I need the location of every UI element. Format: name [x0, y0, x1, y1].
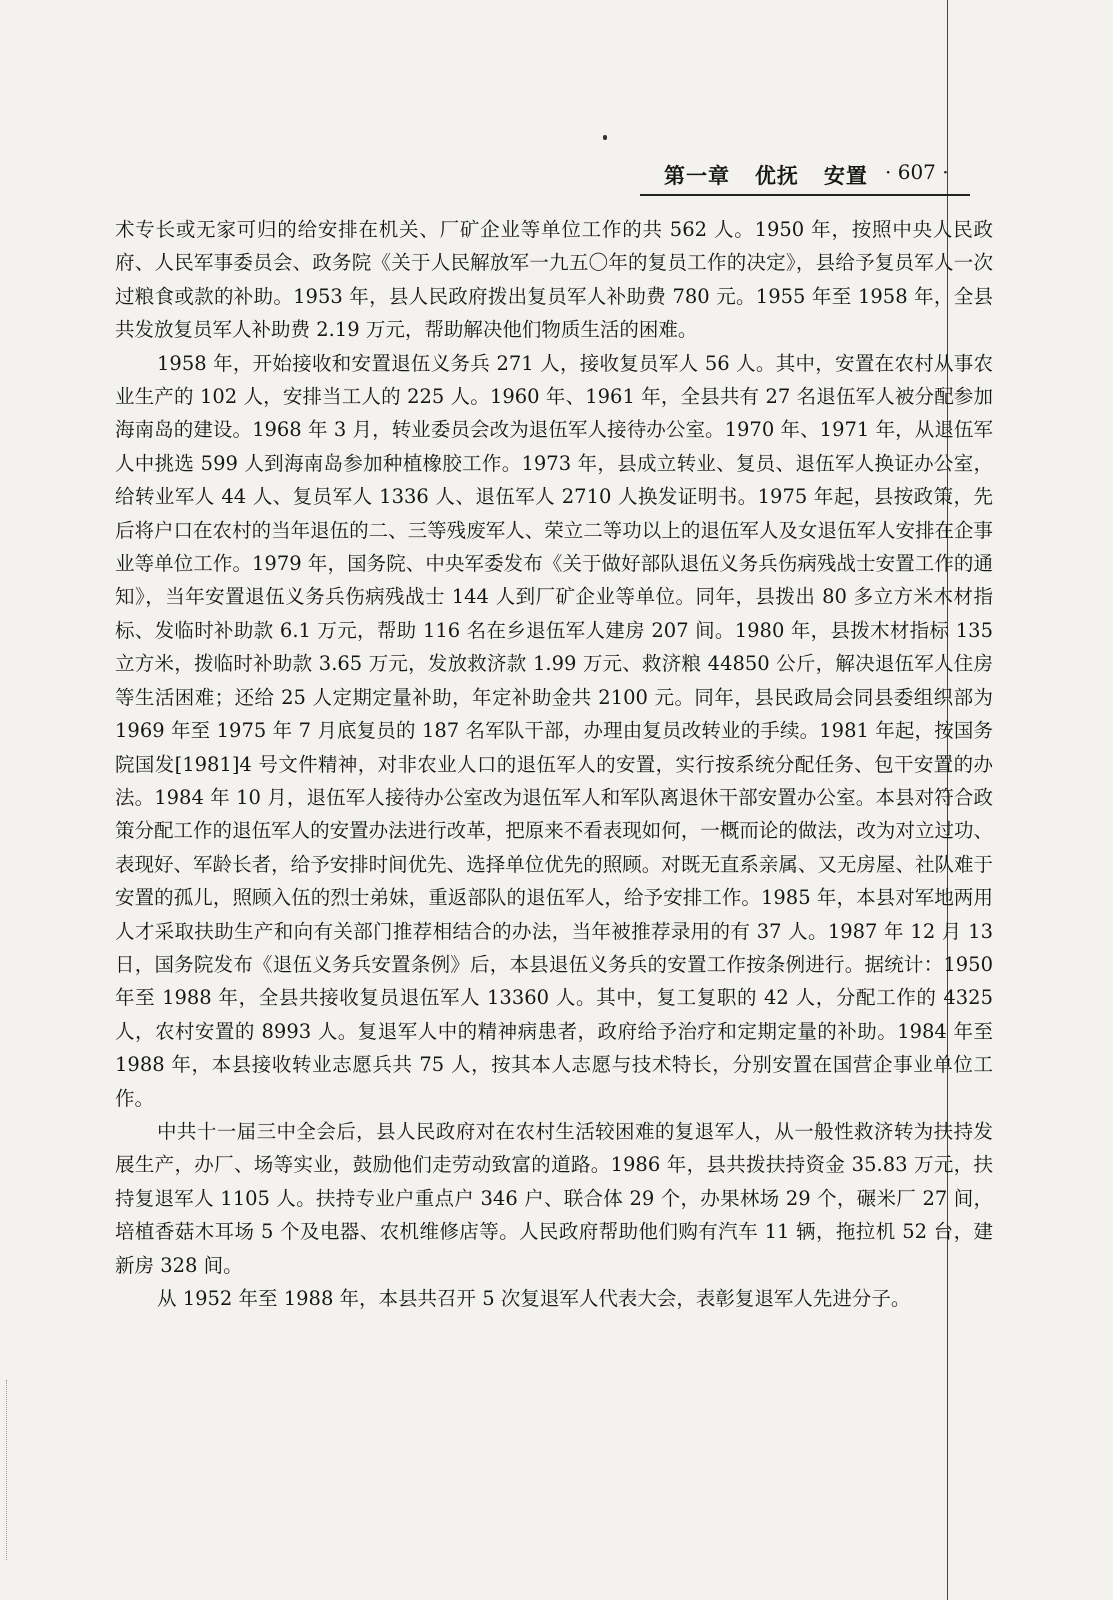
margin-speckle [6, 1380, 10, 1560]
paragraph-continued: 术专长或无家可归的给安排在机关、厂矿企业等单位工作的共 562 人。1950 年，按照中央人民政府、人民军事委员会、政务院《关于人民解放军一九五〇年的复员工作的决定》，县给予复员军人一次过粮食或款的补助。1953 年，县人民政府拨出复员军人补助费 780 元。1955 年至 1958 年，全县共发放复员军人补助费 2.19 万元，帮助解决他们物质生活的困难。 [115, 218, 993, 342]
page-header [640, 160, 970, 190]
top-print-mark [603, 135, 607, 140]
paragraph-production-support: 中共十一届三中全会后，县人民政府对在农村生活较困难的复退军人，从一般性救济转为扶持发展生产，办厂、场等实业，鼓励他们走劳动致富的道路。1986 年，县共拨扶持资金 35.83 万元，扶持复退军人 1105 人。扶持专业户重点户 346 户、联合体 29 个，办果林场 29 个，碾米厂 27 间，培植香菇木耳场 5 个及电器、农机维修店等。人民政府帮助他们购有汽车 11 辆，拖拉机 52 台，建新房 328 间。 [115, 1119, 993, 1277]
chapter-title: 第一章 优抚 安置 [664, 164, 868, 188]
body-text [115, 213, 993, 1315]
page-number: · 607 · [885, 160, 949, 184]
paragraph-demobilized-soldiers: 1958 年，开始接收和安置退伍义务兵 271 人，接收复员军人 56 人。其中，安置在农村从事农业生产的 102 人，安排当工人的 225 人。1960 年、1961 年，全县共有 27 名退伍军人被分配参加海南岛的建设。1968 年 3 月，转业委员会改为退伍军人接待办公室。1970 年、1971 年，从退伍军人中挑选 599 人到海南岛参加种植橡胶工作。1973 年，县成立转业、复员、退伍军人换证办公室，给转业军人 44 人、复员军人 1336 人、退伍军人 2710 人换发证明书。1975 年起，县按政策，先后将户口在农村的当年退伍的二、三等残废军人、荣立二等功以上的退伍军人及女退伍军人安排在企事业等单位工作。1979 年，国务院、中央军委发布《关于做好部队退伍义务兵伤病残战士安置工作的通知》，当年安置退伍义务兵伤病残战士 144 人到厂矿企业等单位。同年，县拨出 80 多立方米木材指标、发临时补助款 6.1 万元，帮助 116 名在乡退伍军人建房 207 间。1980 年，县拨木材指标 135 立方米，拨临时补助款 3.65 万元，发放救济款 1.99 万元、救济粮 44850 公斤，解决退伍军人住房等生活困难；还给 25 人定期定量补助，年定补助金共 2100 元。同年，县民政局会同县委组织部为 1969 年至 1975 年 7 月底复员的 187 名军队干部，办理由复员改转业的手续。1981 年起，按国务院国发[1981]4 号文件精神，对非农业人口的退伍军人的安置，实行按系统分配任务、包干安置的办法。1984 年 10 月，退伍军人接待办公室改为退伍军人和军队离退休干部安置办公室。本县对符合政策分配工作的退伍军人的安置办法进行改革，把原来不看表现如何，一概而论的做法，改为对立过功、表现好、军龄长者，给予安排时间优先、选择单位优先的照顾。对既无直系亲属、又无房屋、社队难于安置的孤儿，照顾入伍的烈士弟妹，重返部队的退伍军人，给予安排工作。1985 年，本县对军地两用人才采取扶助生产和向有关部门推荐相结合的办法，当年被推荐录用的有 37 人。1987 年 12 月 13 日，国务院发布《退伍义务兵安置条例》后，本县退伍义务兵的安置工作按条例进行。据统计：1950 年至 1988 年，全县共接收复员退伍军人 13360 人。其中，复工复职的 42 人，分配工作的 4325 人，农村安置的 8993 人。复退军人中的精神病患者，政府给予治疗和定期定量的补助。1984 年至 1988 年，本县接收转业志愿兵共 75 人，按其本人志愿与技术特长，分别安置在国营企事业单位工作。 [115, 351, 993, 1110]
paragraph-veterans-congress: 从 1952 年至 1988 年，本县共召开 5 次复退军人代表大会，表彰复退军人先进分子。 [157, 1287, 911, 1310]
header-rule [640, 194, 970, 196]
